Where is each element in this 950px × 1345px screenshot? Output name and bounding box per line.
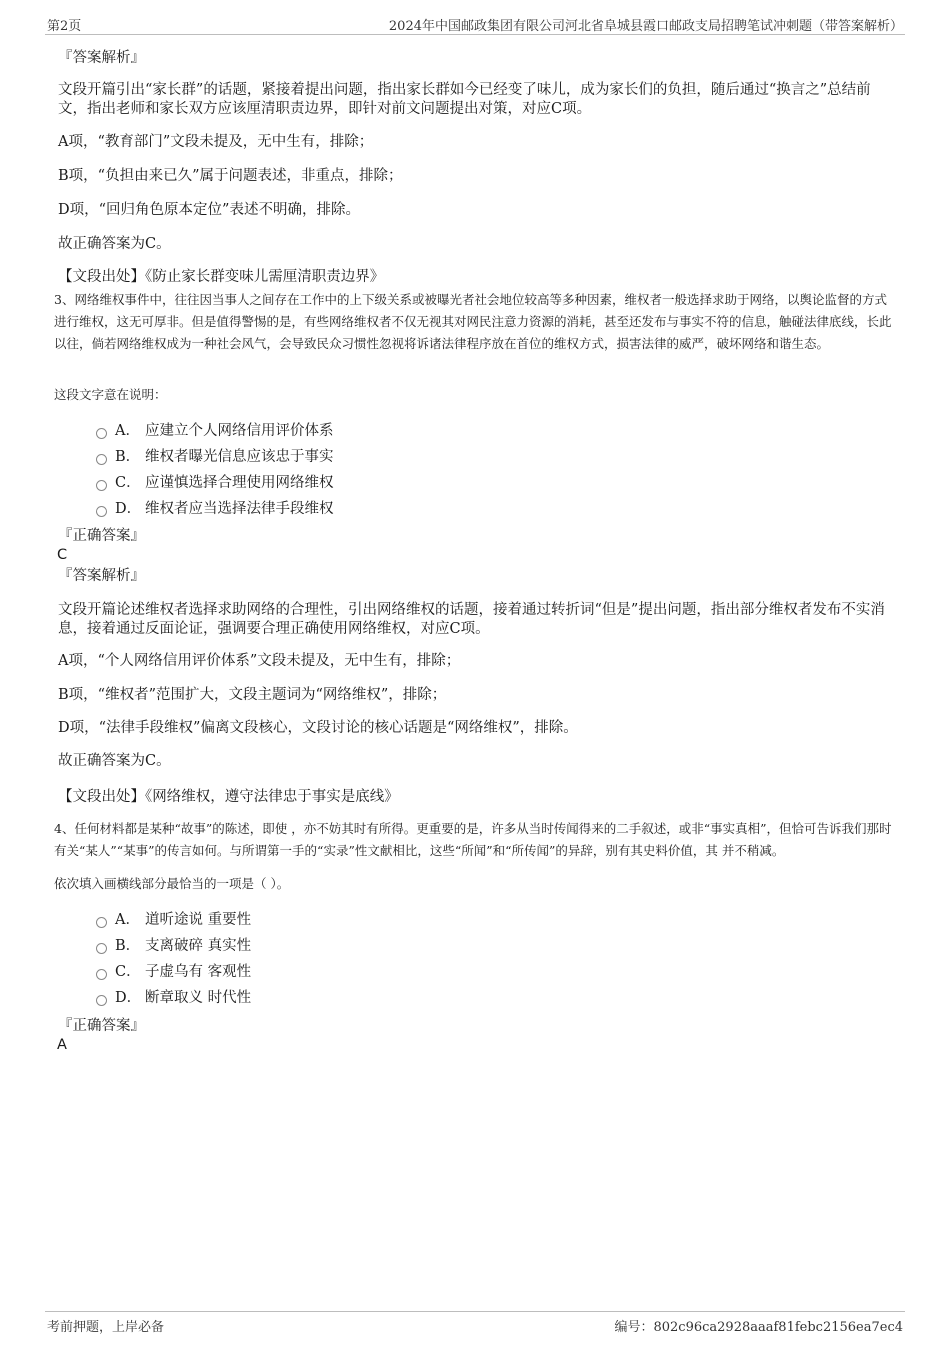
analysis-conclusion: 故正确答案为C。 xyxy=(58,236,171,252)
radio-icon[interactable] xyxy=(96,969,107,980)
correct-answer: A xyxy=(57,1037,67,1053)
radio-icon[interactable] xyxy=(96,917,107,928)
analysis-label: 『答案解析』 xyxy=(58,50,145,66)
analysis-text: 文段开篇引出“家长群”的话题，紧接着提出问题，指出家长群如今已经变了味儿，成为家长们的负担，随后通过“换言之”总结前文，指出老师和家长双方应该厘清职责边界，即针对前文问题提出对策，对应C项。 xyxy=(58,82,871,117)
analysis-point-b: B项，“维权者”范围扩大，文段主题词为“网络维权”，排除； xyxy=(58,687,447,703)
analysis-label: 『答案解析』 xyxy=(58,568,145,584)
question-4-option-c[interactable]: C． 子虚乌有 客观性 xyxy=(96,962,251,982)
source-citation: 【文段出处】《防止家长群变味儿需厘清职责边界》 xyxy=(58,269,385,285)
question-4-option-a[interactable]: A． 道听途说 重要性 xyxy=(96,910,251,930)
radio-icon[interactable] xyxy=(96,943,107,954)
question-3-option-b[interactable]: B． 维权者曝光信息应该忠于事实 xyxy=(96,447,334,467)
analysis-point-d: D项，“回归角色原本定位”表述不明确，排除。 xyxy=(58,202,360,218)
analysis-text: 文段开篇论述维权者选择求助网络的合理性，引出网络维权的话题，接着通过转折词“但是”提出问题，指出部分维权者发布不实消息，接着通过反面论证，强调要合理正确使用网络维权，对应C项。 xyxy=(58,602,885,637)
answer-label: 『正确答案』 xyxy=(58,1018,145,1034)
source-citation: 【文段出处】《网络维权，遵守法律忠于事实是底线》 xyxy=(58,789,399,805)
question-4-option-d[interactable]: D． 断章取义 时代性 xyxy=(96,988,251,1008)
footer-slogan: 考前押题，上岸必备 xyxy=(47,1320,165,1335)
page-header xyxy=(45,14,905,35)
question-3-option-c[interactable]: C． 应谨慎选择合理使用网络维权 xyxy=(96,473,334,493)
answer-label: 『正确答案』 xyxy=(58,528,145,544)
radio-icon[interactable] xyxy=(96,454,107,465)
page-footer xyxy=(45,1311,905,1334)
radio-icon[interactable] xyxy=(96,506,107,517)
question-4-prompt: 依次填入画横线部分最恰当的一项是（ ）。 xyxy=(54,876,290,891)
question-3-option-a[interactable]: A． 应建立个人网络信用评价体系 xyxy=(96,421,334,441)
document-title: 2024年中国邮政集团有限公司河北省阜城县霞口邮政支局招聘笔试冲刺题（带答案解析） xyxy=(388,19,903,34)
question-3-option-d[interactable]: D． 维权者应当选择法律手段维权 xyxy=(96,499,334,519)
question-3-prompt: 这段文字意在说明： xyxy=(54,387,167,402)
question-4-option-b[interactable]: B． 支离破碎 真实性 xyxy=(96,936,251,956)
radio-icon[interactable] xyxy=(96,428,107,439)
analysis-point-a: A项，“个人网络信用评价体系”文段未提及，无中生有，排除； xyxy=(58,653,461,669)
page-number: 第2页 xyxy=(47,19,82,34)
document-id: 编号：802c96ca2928aaaf81febc2156ea7ec4 xyxy=(614,1320,903,1335)
radio-icon[interactable] xyxy=(96,995,107,1006)
analysis-conclusion: 故正确答案为C。 xyxy=(58,753,171,769)
analysis-point-b: B项，“负担由来已久”属于问题表述，非重点，排除； xyxy=(58,168,403,184)
radio-icon[interactable] xyxy=(96,480,107,491)
question-3-text: 3、网络维权事件中，往往因当事人之间存在工作中的上下级关系或被曝光者社会地位较高等多种因素，维权者一般选择求助于网络，以舆论监督的方式进行维权，这无可厚非。但是值得警惕的是，有些网络维权者不仅无视其对网民注意力资源的消耗，甚至还发布与事实不符的信息，触碰法律底线，长此以往，倘若网络维权成为一种社会风气，会导致民众习惯性忽视将诉诸法律程序放在首位的维权方式，损害法律的威严，破坏网络和谐生态。 xyxy=(54,292,892,351)
question-4-text: 4、任何材料都是某种“故事”的陈述，即使 ，亦不妨其时有所得。更重要的是，许多从当时传闻得来的二手叙述，或非“事实真相”，但恰可告诉我们那时有关“某人”“某事”的传言如何。与所谓第一手的“实录”性文献相比，这些“所闻”和“所传闻”的异辞，别有其史料价值，其 并不稍减。 xyxy=(54,821,892,858)
analysis-point-d: D项，“法律手段维权”偏离文段核心，文段讨论的核心话题是“网络维权”，排除。 xyxy=(58,720,578,736)
correct-answer: C xyxy=(57,547,68,563)
analysis-point-a: A项，“教育部门”文段未提及，无中生有，排除； xyxy=(58,134,374,150)
